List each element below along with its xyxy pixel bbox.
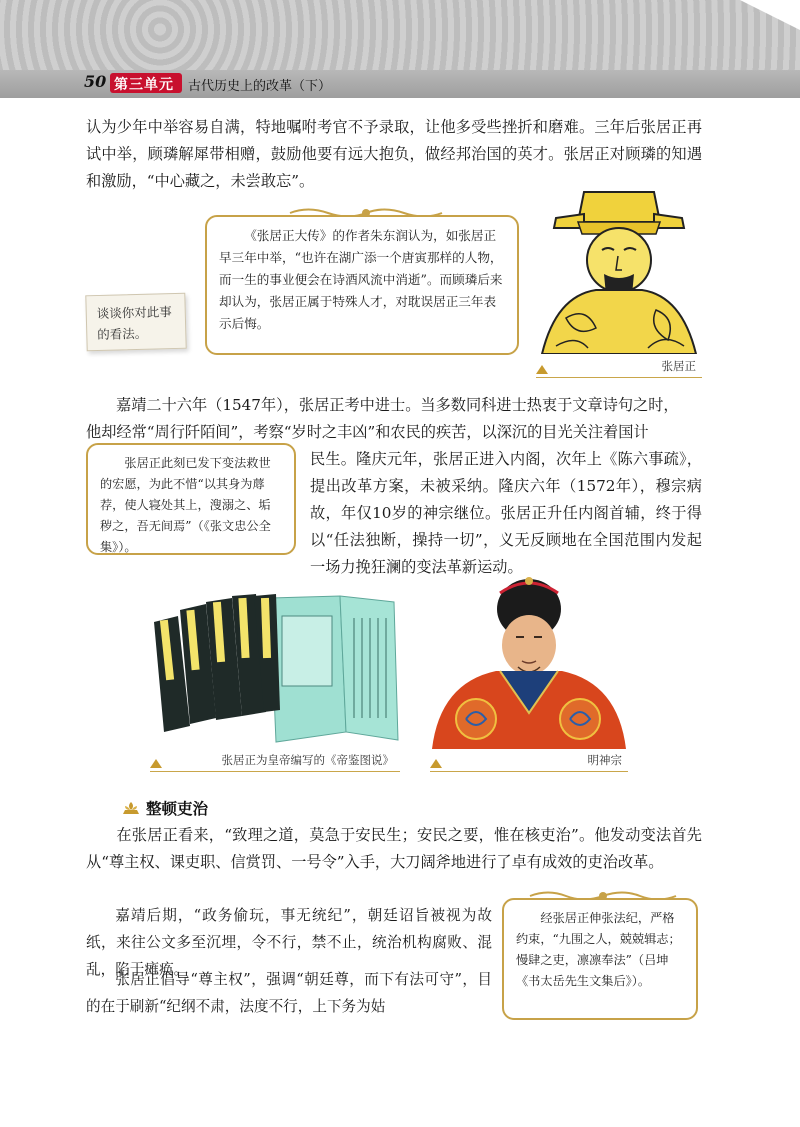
page-number: 50 [84, 72, 107, 91]
note-box-2 [86, 443, 296, 555]
caption-emperor-text: 明神宗 [587, 753, 622, 767]
caption-triangle-icon [150, 759, 162, 768]
paragraph-5: 张居正倡导“尊主权”，强调“朝廷尊，而下有法可守”，目的在于刷新“纪纲不肃，法度不行，上下务为姑 [86, 971, 492, 1015]
caption-portrait [536, 358, 702, 378]
portrait-zhang-juzheng [536, 178, 702, 354]
lotus-icon [122, 800, 140, 816]
note-box-1 [205, 215, 519, 355]
paragraph-2-line-2: 他却经常“周行阡陌间”，考察“岁时之丰凶”和农民的疾苦，以深沉的目光关注着国计 [86, 423, 649, 441]
section-heading [122, 797, 208, 819]
caption-books [150, 752, 400, 772]
note-1-text: 《张居正大传》的作者朱东润认为，如张居正早三年中举，“也许在湖广添一个唐寅那样的人物，而一生的事业便会在诗酒风流中消逝”。而顾璘后来却认为，张居正属于特殊人才，对耽误居正三年表示后悔。 [219, 228, 503, 331]
paragraph-4: 嘉靖后期，“政务偷玩，事无统纪”，朝廷诏旨被视为故纸，来往公文多至沉埋，令不行，禁不止，统治机构腐败、混乱，陷于瘫痪。 [86, 907, 492, 978]
caption-books-text: 张居正为皇帝编写的《帝鉴图说》 [221, 753, 394, 767]
question-card: 谈谈你对此事的看法。 [85, 293, 186, 352]
caption-triangle-icon [430, 759, 442, 768]
section-title: 整顿吏治 [146, 800, 209, 818]
note-box-3 [502, 898, 698, 1020]
caption-portrait-text: 张居正 [661, 359, 696, 373]
unit-label: 第三单元 [114, 77, 174, 93]
image-ming-shenzong [430, 573, 628, 749]
paragraph-2-line-1: 嘉靖二十六年（1547年），张居正考中进士。当多数同科进士热衷于文章诗句之时， [116, 396, 679, 414]
chapter-title: 古代历史上的改革（下） [188, 79, 332, 94]
note-3-text: 经张居正伸张法纪，严格约束，“九围之人，兢兢辑志；慢肆之吏，凛凛奉法”（吕坤《书太岳先生文集后》）。 [516, 911, 681, 988]
image-dijian-tushuo [150, 592, 400, 748]
caption-emperor [430, 752, 628, 772]
note-2-text: 张居正此刻已发下变法救世的宏愿，为此不惜“以其身为蓐荐，使人寝处其上，溲溺之、垢秽之，吾无间焉”（《张文忠公全集》）。 [100, 456, 271, 554]
paragraph-2-rest: 民生。隆庆元年，张居正进入内阁，次年上《陈六事疏》，提出改革方案，未被采纳。隆庆六年（1572年），穆宗病故，年仅10岁的神宗继位。张居正升任内阁首辅，终于得以“任法独断，操持一切”，义无反顾地在全国范围内发起一场力挽狂澜的变法革新运动。 [310, 450, 702, 576]
paragraph-1: 认为少年中举容易自满，特地嘱咐考官不予录取，让他多受些挫折和磨难。三年后张居正再试中举，顾璘解犀带相赠，鼓励他要有远大抱负，做经邦治国的英才。张居正对顾璘的知遇和激励，“中心藏之，未尝敢忘”。 [86, 118, 702, 190]
caption-triangle-icon [536, 365, 548, 374]
paragraph-3: 在张居正看来，“致理之道，莫急于安民生；安民之要，惟在核吏治”。他发动变法首先从“尊主权、课吏职、信赏罚、一号令”入手，大刀阔斧地进行了卓有成效的吏治改革。 [86, 826, 702, 871]
